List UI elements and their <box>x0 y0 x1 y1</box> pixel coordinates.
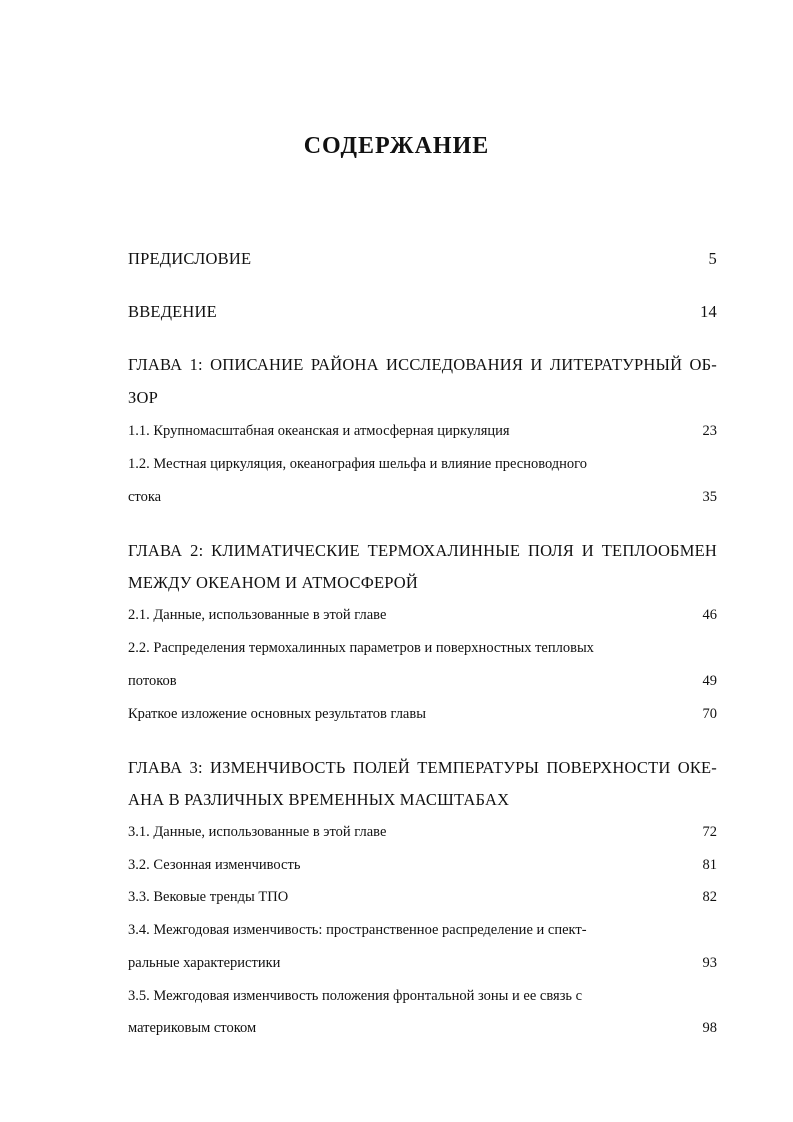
toc-entry-page: 98 <box>702 1020 717 1036</box>
toc-section-1-2-cont[interactable] <box>128 489 717 506</box>
toc-chapter-title-line: ЗОР <box>128 388 158 407</box>
toc-section-3-2[interactable] <box>128 857 717 874</box>
toc-entry-page: 14 <box>700 302 717 321</box>
toc-chapter-1-title[interactable] <box>128 355 717 375</box>
toc-section-2-2[interactable] <box>128 640 717 657</box>
toc-chapter-title-line: ГЛАВА 3: ИЗМЕНЧИВОСТЬ ПОЛЕЙ ТЕМПЕРАТУРЫ ПОВЕРХНОСТИ ОКЕ- <box>128 758 717 777</box>
toc-chapter-title-line: ГЛАВА 2: КЛИМАТИЧЕСКИЕ ТЕРМОХАЛИННЫЕ ПОЛЯ И ТЕПЛООБМЕН <box>128 541 717 560</box>
toc-chapter-3-title-cont[interactable] <box>128 790 717 810</box>
toc-entry-page: 49 <box>702 673 717 689</box>
toc-section-3-1[interactable] <box>128 824 717 841</box>
toc-entry-introduction[interactable] <box>128 302 717 322</box>
toc-section-3-5-cont[interactable] <box>128 1020 717 1037</box>
toc-entry-label: 2.2. Распределения термохалинных параметров и поверхностных тепловых <box>128 640 594 656</box>
toc-entry-label: 3.4. Межгодовая изменчивость: пространственное распределение и спект- <box>128 922 587 938</box>
toc-entry-page: 70 <box>702 706 717 722</box>
toc-entry-page: 81 <box>702 857 717 873</box>
toc-section-3-4-cont[interactable] <box>128 955 717 972</box>
toc-entry-label: стока <box>128 489 162 505</box>
toc-chapter-2-title[interactable] <box>128 541 717 561</box>
toc-entry-page: 35 <box>702 489 717 505</box>
toc-chapter-2-summary[interactable] <box>128 706 717 723</box>
toc-entry-label: 1.2. Местная циркуляция, океанография шельфа и влияние пресноводного <box>128 456 588 472</box>
toc-chapter-3-title[interactable] <box>128 758 717 778</box>
toc-entry-page: 72 <box>702 824 717 840</box>
toc-entry-label: ральные характеристики <box>128 955 281 971</box>
toc-entry-label: 2.1. Данные, использованные в этой главе <box>128 607 387 623</box>
toc-section-1-1[interactable] <box>128 423 717 440</box>
toc-entry-preface[interactable] <box>128 249 717 269</box>
toc-section-2-2-cont[interactable] <box>128 673 717 690</box>
toc-chapter-1-title-cont[interactable] <box>128 388 717 408</box>
toc-entry-label: ВВЕДЕНИЕ <box>128 302 217 321</box>
page-title: СОДЕРЖАНИЕ <box>303 133 490 159</box>
toc-entry-page: 93 <box>702 955 717 971</box>
toc-entry-page: 5 <box>708 249 717 268</box>
toc-section-2-1[interactable] <box>128 607 717 624</box>
toc-section-3-4[interactable] <box>128 922 717 939</box>
toc-entry-label: Краткое изложение основных результатов главы <box>128 706 426 722</box>
toc-entry-label: ПРЕДИСЛОВИЕ <box>128 249 252 268</box>
toc-entry-page: 23 <box>702 423 717 439</box>
toc-entry-label: 3.1. Данные, использованные в этой главе <box>128 824 387 840</box>
toc-chapter-title-line: АНА В РАЗЛИЧНЫХ ВРЕМЕННЫХ МАСШТАБАХ <box>128 790 510 809</box>
toc-entry-label: 1.1. Крупномасштабная океанская и атмосферная циркуляция <box>128 423 510 439</box>
toc-section-1-2[interactable] <box>128 456 717 473</box>
toc-entry-page: 82 <box>702 889 717 905</box>
toc-entry-label: потоков <box>128 673 177 689</box>
toc-chapter-title-line: ГЛАВА 1: ОПИСАНИЕ РАЙОНА ИССЛЕДОВАНИЯ И ЛИТЕРАТУРНЫЙ ОБ- <box>128 355 717 374</box>
toc-entry-label: 3.3. Вековые тренды ТПО <box>128 889 289 905</box>
toc-section-3-3[interactable] <box>128 889 717 906</box>
toc-entry-page: 46 <box>702 607 717 623</box>
toc-entry-label: 3.2. Сезонная изменчивость <box>128 857 301 873</box>
toc-entry-label: материковым стоком <box>128 1020 257 1036</box>
toc-section-3-5[interactable] <box>128 988 717 1005</box>
toc-entry-label: 3.5. Межгодовая изменчивость положения фронтальной зоны и ее связь с <box>128 988 583 1004</box>
toc-chapter-2-title-cont[interactable] <box>128 573 717 593</box>
toc-chapter-title-line: МЕЖДУ ОКЕАНОМ И АТМОСФЕРОЙ <box>128 573 419 592</box>
